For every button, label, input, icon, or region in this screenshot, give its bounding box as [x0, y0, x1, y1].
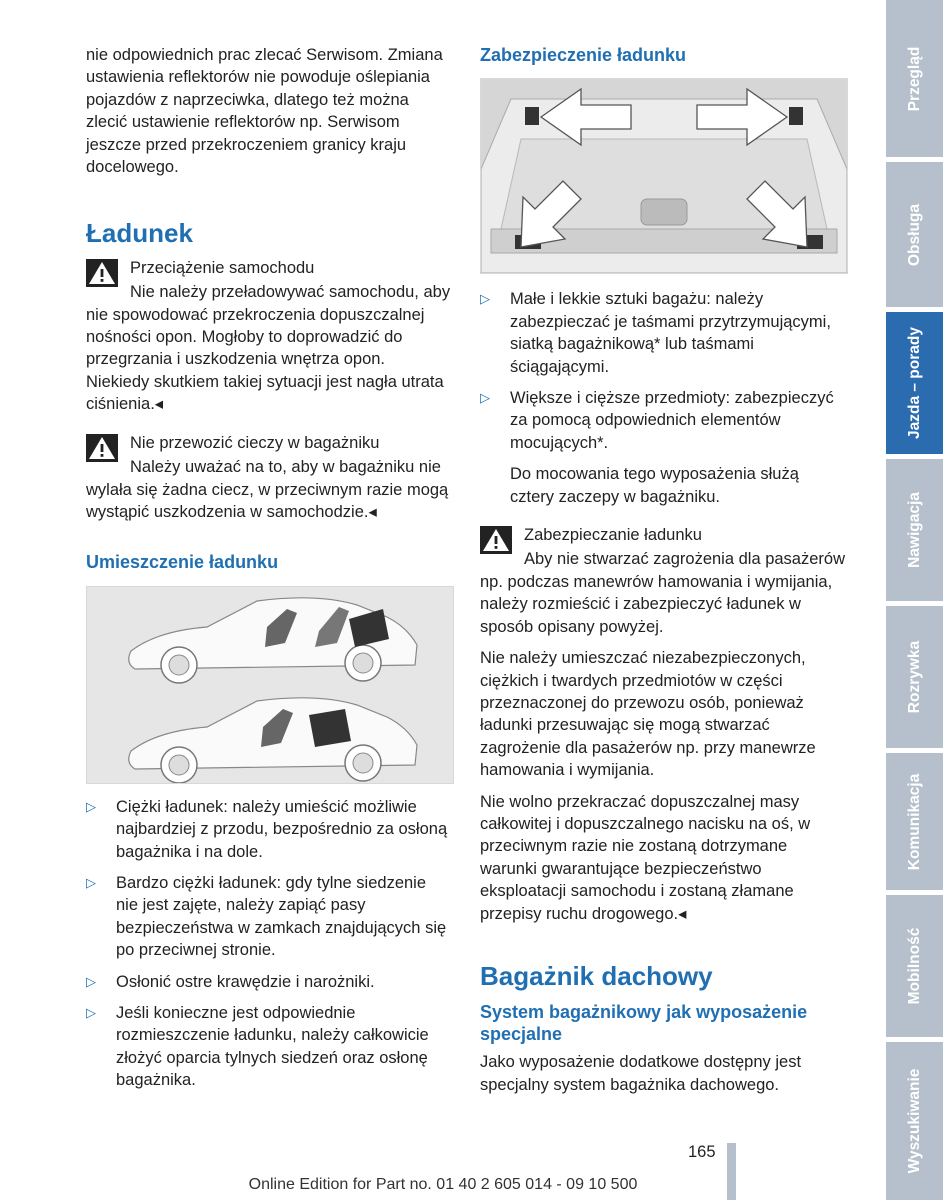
- cargo-hooks-illustration: [480, 78, 848, 274]
- subheading-umieszczenie: Umieszczenie ładunku: [86, 552, 279, 573]
- tab-mobilnosc[interactable]: Mobilność: [886, 895, 943, 1037]
- warning-liquids: [86, 432, 452, 524]
- securing-bullets: [480, 288, 846, 454]
- warning-title: Przeciążenie samochodu: [130, 258, 315, 277]
- tab-nawigacja[interactable]: Nawigacja: [886, 459, 943, 601]
- warning-body: Aby nie stwarzać zagrożenia dla pasażerów np. podczas manewrów hamowania i wymijania, należy rozmieścić i zabezpieczyć ładunek w sposób opisany powyżej.: [480, 550, 846, 636]
- warning-icon: [480, 526, 512, 554]
- warning-overload: [86, 257, 452, 416]
- tab-jazda-porady[interactable]: Jazda – porady: [886, 312, 943, 454]
- left-column: [86, 44, 452, 1101]
- loading-bullets: [86, 796, 452, 1092]
- right-column: [480, 44, 846, 1105]
- warning-title: Zabezpieczanie ładunku: [524, 526, 702, 545]
- list-item: ▷ Ciężki ładunek: należy umieścić możliwie najbardziej z przodu, bezpośrednio za osłoną bagażnika i na dole.: [86, 797, 448, 861]
- triangle-bullet-icon: ▷: [86, 1004, 96, 1020]
- section-heading-ladunek: Ładunek: [86, 218, 193, 249]
- triangle-bullet-icon: ▷: [480, 291, 490, 307]
- warning-icon: [86, 434, 118, 462]
- warning-body: Należy uważać na to, aby w bagażniku nie wylała się żadna ciecz, w przeciwnym razie mogą wystąpić uszkodzenia w samochodzie.◂: [86, 458, 449, 521]
- paragraph-weight: Nie wolno przekraczać dopuszczalnej masy całkowitej i dopuszczalnego nacisku na oś, w przeciwnym razie nie zostaną dotrzymane warunki gwarantujące bezpieczeństwo eksploatacji samochodu i zostaną złamane przepisy ruchu drogowego.◂: [480, 792, 811, 923]
- tab-przeglad[interactable]: Przegląd: [886, 0, 943, 157]
- triangle-bullet-icon: ▷: [86, 973, 96, 989]
- paragraph-roof-rack: Jako wyposażenie dodatkowe dostępny jest specjalny system bagażnika dachowego.: [480, 1053, 802, 1094]
- list-item: ▷ Małe i lekkie sztuki bagażu: należy zabezpieczać je taśmami przytrzymującymi, siatką bagażnikową* lub taśmami ściągającymi.: [480, 290, 831, 376]
- warning-securing: [480, 524, 846, 638]
- chapter-tabs: [886, 0, 943, 1200]
- bullet-note: Do mocowania tego wyposażenia służą cztery zaczepy w bagażniku.: [510, 465, 799, 506]
- tab-rozrywka[interactable]: Rozrywka: [886, 606, 943, 748]
- tab-obsluga[interactable]: Obsługa: [886, 162, 943, 307]
- car-loading-illustration: [86, 586, 454, 784]
- subheading-zabezpieczenie: Zabezpieczenie ładunku: [480, 45, 687, 65]
- intro-paragraph: nie odpowiednich prac zlecać Serwisom. Zmiana ustawienia reflektorów nie powoduje oślepiania pojazdów z naprzeciwka, dlatego też można zlecić ustawienie reflektorów np. Serwisom jeszcze przed przekroczeniem granicy kraju docelowego.: [86, 46, 443, 177]
- list-item: ▷ Bardzo ciężki ładunek: gdy tylne siedzenie nie jest zajęte, należy zapiąć pasy bezpieczeństwa w zamkach znajdujących się po przeciwnej stronie.: [86, 873, 447, 960]
- list-item: ▷ Większe i cięższe przedmioty: zabezpieczyć za pomocą odpowiednich elementów mocujących*.: [480, 389, 834, 452]
- footer-edition: Online Edition for Part no. 01 40 2 605 014 - 09 10 500: [248, 1176, 638, 1193]
- triangle-bullet-icon: ▷: [86, 798, 96, 814]
- tab-wyszukiwanie[interactable]: Wyszukiwanie: [886, 1042, 943, 1200]
- paragraph-unsecured: Nie należy umieszczać niezabezpieczonych, ciężkich i twardych przedmiotów w części przeznaczonej do przewozu osób, ponieważ ładunki przesuwając się mogą stwarzać zagrożenie dla pasażerów np. przy manewrze hamowania i wymijania.: [480, 649, 816, 780]
- triangle-bullet-icon: ▷: [86, 874, 96, 890]
- warning-title: Nie przewozić cieczy w bagażniku: [130, 433, 380, 452]
- triangle-bullet-icon: ▷: [480, 390, 490, 406]
- warning-icon: [86, 259, 118, 287]
- list-item: ▷ Osłonić ostre krawędzie i narożniki.: [86, 971, 452, 993]
- section-heading-bagaznik: Bagażnik dachowy: [480, 960, 713, 991]
- list-item: ▷ Jeśli konieczne jest odpowiednie rozmieszczenie ładunku, należy całkowicie złożyć oparcia tylnych siedzeń oraz osłonę bagażnika.: [86, 1003, 429, 1090]
- tab-komunikacja[interactable]: Komunikacja: [886, 753, 943, 890]
- page-number: 165: [688, 1143, 716, 1161]
- warning-body: Nie należy przeładowywać samochodu, aby nie spowodować przekroczenia dopuszczalnej nośności opon. Mogłoby to doprowadzić do przegrzania i uszkodzenia wnętrza opon. Niekiedy skutkiem takiej sytuacji jest nagła utrata ciśnienia.◂: [86, 283, 451, 414]
- subheading-system: System bagażnikowy jak wyposażenie specjalne: [480, 1002, 808, 1045]
